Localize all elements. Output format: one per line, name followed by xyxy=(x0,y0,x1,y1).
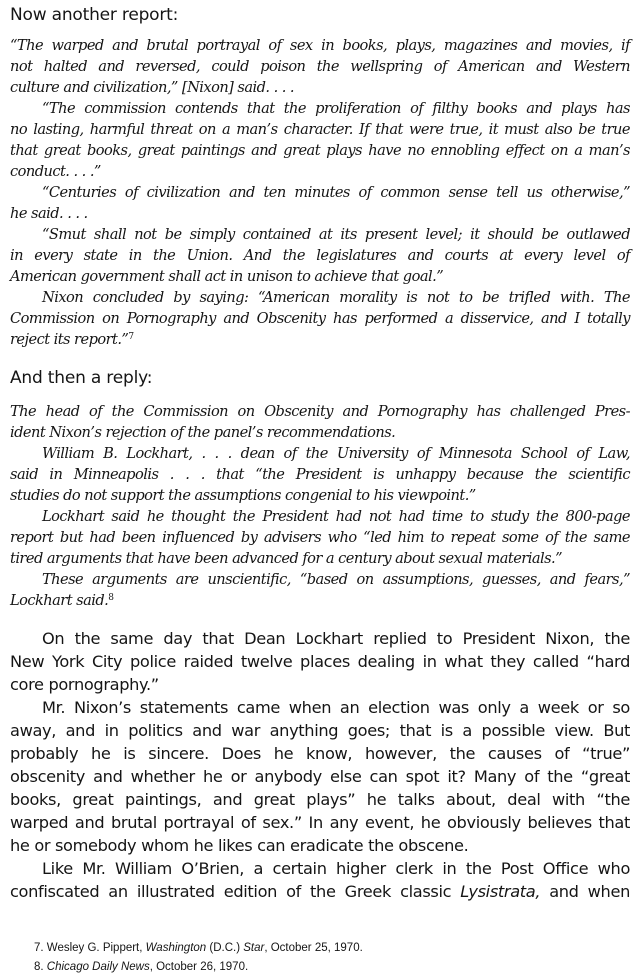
book-title: Lysistrata, xyxy=(460,882,541,901)
reply-line: report but had been influenced by advisers who “led him to repeat some of the same xyxy=(10,529,630,546)
quote-line: “Centuries of civilization and ten minutes of common sense tell us otherwise,” xyxy=(42,184,630,201)
body-line: core pornography.” xyxy=(10,675,159,694)
section-heading-report: Now another report: xyxy=(10,5,179,25)
body-line: warped and brutal portrayal of sex.” In any event, he obviously believes that xyxy=(10,813,630,832)
quote-line-text: reject its report.” xyxy=(10,331,129,348)
footnote-date: , October 25, 1970. xyxy=(264,942,363,954)
footnote-number: 7. xyxy=(34,942,44,954)
quote-line xyxy=(10,329,630,350)
body-line-text: confiscated an illustrated edition of the Greek classic xyxy=(10,882,461,901)
quote-line: culture and civilization,” [Nixon] said. . . . xyxy=(10,79,295,96)
quote-line: in every state in the Union. And the legislatures and courts at every level of xyxy=(10,247,630,264)
quote-line: conduct. . . .” xyxy=(10,163,101,180)
footnote-ref-7[interactable]: 7 xyxy=(128,332,134,342)
body-line xyxy=(10,880,630,903)
reply-line: Lockhart said he thought the President had not had time to study the 800-page xyxy=(42,508,630,525)
reply-line: studies do not support the assumptions congenial to his viewpoint.” xyxy=(10,487,476,504)
body-line: he or somebody whom he likes can eradicate the obscene. xyxy=(10,836,469,855)
quote-line: not halted and reversed, could poison the wellspring of American and Western xyxy=(10,58,630,75)
reply-line-text: Lockhart said. xyxy=(10,592,109,609)
section-heading-reply: And then a reply: xyxy=(10,368,153,388)
footnote-7 xyxy=(34,942,363,954)
body-line: probably he is sincere. Does he know, however, the causes of “true” xyxy=(10,744,630,763)
body-line: books, great paintings, and great plays” he talks about, deal with “the xyxy=(10,790,630,809)
body-line: New York City police raided twelve places dealing in what they called “hard xyxy=(10,652,630,671)
reply-line xyxy=(10,590,630,611)
footnote-text: (D.C.) xyxy=(206,942,244,954)
reply-line: William B. Lockhart, . . . dean of the University of Minnesota School of Law, xyxy=(42,445,630,462)
footnote-author: Wesley G. Pippert, xyxy=(46,942,146,954)
quote-line: that great books, great paintings and great plays have no ennobling effect on a man’s xyxy=(10,142,630,159)
quote-line: American government shall act in unison to achieve that goal.” xyxy=(10,268,444,285)
quote-line: “The warped and brutal portrayal of sex in books, plays, magazines and movies, if xyxy=(10,37,630,54)
footnote-publication: Star xyxy=(243,942,265,954)
footnote-8 xyxy=(34,961,248,973)
quote-line: Nixon concluded by saying: “American morality is not to be trifled with. The xyxy=(42,289,630,306)
reply-line: ident Nixon’s rejection of the panel’s recommendations. xyxy=(10,424,396,441)
footnote-publication: Chicago Daily News xyxy=(46,961,150,973)
body-line-text: and when xyxy=(540,882,630,901)
body-line: obscenity and whether he or anybody else can spot it? Many of the “great xyxy=(10,767,630,786)
quote-line: “The commission contends that the proliferation of filthy books and plays has xyxy=(42,100,630,117)
reply-line: tired arguments that have been advanced for a century about sexual materials.” xyxy=(10,550,563,567)
quote-line: he said. . . . xyxy=(10,205,88,222)
footnote-publication: Washington xyxy=(145,942,207,954)
quote-line: “Smut shall not be simply contained at its present level; it should be outlawed xyxy=(42,226,630,243)
footnote-number: 8. xyxy=(34,961,44,973)
quote-line: no lasting, harmful threat on a man’s character. If that were true, it must also be true xyxy=(10,121,630,138)
reply-line: These arguments are unscientific, “based on assumptions, guesses, and fears,” xyxy=(42,571,630,588)
quote-line: Commission on Pornography and Obscenity has performed a disservice, and I totally xyxy=(10,310,630,327)
body-line: Mr. Nixon’s statements came when an election was only a week or so xyxy=(42,698,630,717)
body-line: Like Mr. William O’Brien, a certain higher clerk in the Post Office who xyxy=(42,859,630,878)
body-line: On the same day that Dean Lockhart replied to President Nixon, the xyxy=(42,629,630,648)
body-line: away, and in politics and war anything goes; that is a possible view. But xyxy=(10,721,630,740)
reply-line: said in Minneapolis . . . that “the President is unhappy because the scientific xyxy=(10,466,630,483)
reply-line: The head of the Commission on Obscenity and Pornography has challenged Pres- xyxy=(10,403,630,420)
footnote-ref-8[interactable]: 8 xyxy=(108,593,114,603)
footnote-date: , October 26, 1970. xyxy=(149,961,249,973)
